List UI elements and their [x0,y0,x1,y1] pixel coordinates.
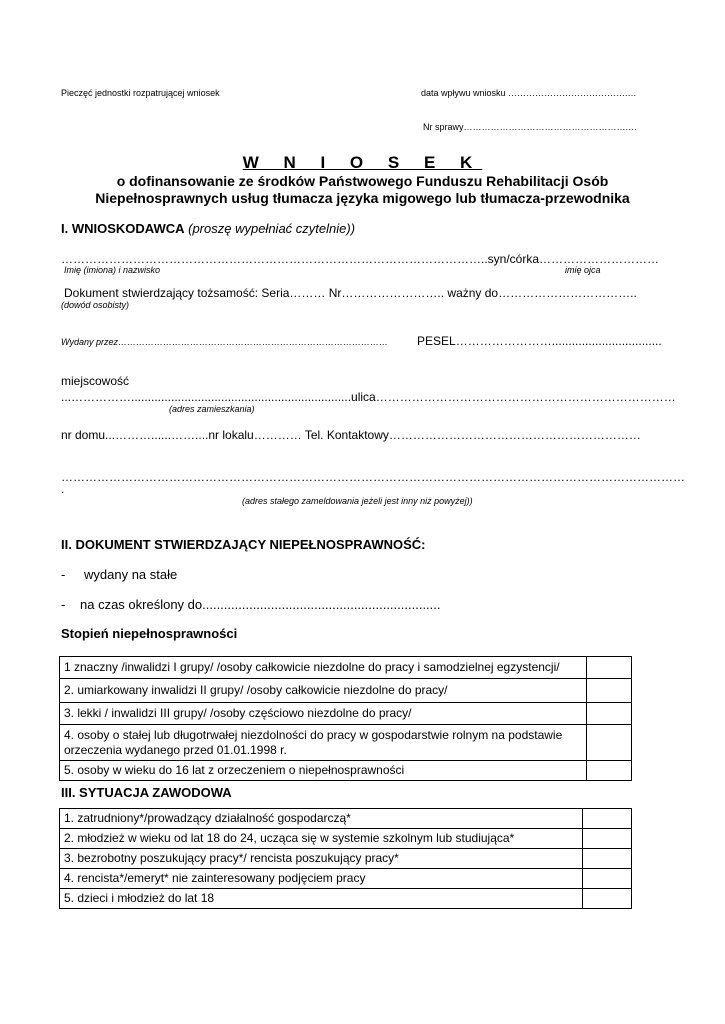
table-row [60,725,632,761]
permanent-address-dot: . [61,482,65,496]
permanent-address-field-line[interactable]: ………………………………………………………………………………………………………………………………………… [61,470,685,484]
degree-checkbox-2[interactable] [587,679,632,703]
degree-checkbox-5[interactable] [587,761,632,781]
employment-checkbox-4[interactable] [583,869,632,889]
degree-table [59,656,632,781]
street-field-line[interactable]: ...……………..................................................................ulica………………………………………………………………… [61,390,676,404]
degree-option-5: 5. osoby w wieku do 16 lat z orzeczeniem o niepełnosprawności [60,761,587,781]
permanent-address-caption: (adres stałego zameldowania jeżeli jest inny niż powyżej)) [242,496,473,506]
table-row [60,657,632,679]
pesel-field[interactable]: PESEL……………………................................. [417,334,662,348]
employment-checkbox-2[interactable] [583,829,632,849]
table-row [60,869,632,889]
section2-heading: II. DOKUMENT STWIERDZAJĄCY NIEPEŁNOSPRAWNOŚĆ: [61,537,426,552]
issued-by-field[interactable]: Wydany przez……………………………………………………………………………… [61,337,389,347]
section1-heading [61,221,355,236]
table-row [60,761,632,781]
degree-option-1: 1 znaczny /inwalidzi I grupy/ /osoby całkowicie niezdolne do pracy i samodzielnej egzystencji/ [60,657,587,679]
address-caption: (adres zamieszkania) [169,404,255,414]
section1-heading-note: (proszę wypełniać czytelnie)) [188,221,356,236]
stamp-label: Pieczęć jednostki rozpatrującej wniosek [61,88,220,98]
table-row [60,889,632,909]
employment-option-4: 4. rencista*/emeryt* nie zainteresowany podjęciem pracy [60,869,583,889]
document-title: W N I O S E K [242,153,483,172]
table-row [60,703,632,725]
option-permanent-dash: - [61,567,66,582]
employment-option-5: 5. dzieci i młodzież do lat 18 [60,889,583,909]
table-row [60,679,632,703]
degree-checkbox-1[interactable] [587,657,632,679]
table-row [60,829,632,849]
receipt-date-field[interactable]: data wpływu wniosku ………………………………….… [421,88,637,98]
id-document-caption: (dowód osobisty) [61,300,130,310]
employment-checkbox-1[interactable] [583,809,632,829]
option-temporary-dash: - [61,597,66,612]
table-row [60,809,632,829]
degree-checkbox-4[interactable] [587,725,632,761]
employment-table [59,808,632,909]
case-number-field[interactable]: Nr sprawy……………………………………………….… [423,122,638,132]
employment-option-3: 3. bezrobotny poszukujący pracy*/ rencista poszukujący pracy* [60,849,583,869]
section1-heading-text: I. WNIOSKODAWCA [61,221,185,236]
employment-checkbox-5[interactable] [583,889,632,909]
document-subtitle-line1: o dofinansowanie ze środków Państwowego Funduszu Rehabilitacji Osób [116,173,609,189]
employment-option-2: 2. młodzież w wieku od lat 18 do 24, ucząca się w systemie szkolnym lub studiująca* [60,829,583,849]
degree-heading: Stopień niepełnosprawności [61,626,238,641]
degree-option-4: 4. osoby o stałej lub długotrwałej niezdolności do pracy w gospodarstwie rolnym na podstawie orzeczenia wydanego przed 01.01.1998 r. [60,725,587,761]
father-name-caption: imię ojca [565,265,601,275]
option-permanent[interactable]: wydany na stałe [84,567,178,582]
table-row [60,849,632,869]
id-document-field-line[interactable]: Dokument stwierdzający tożsamość: Seria……… Nr…………………….. ważny do…………………………….. [64,286,637,300]
employment-checkbox-3[interactable] [583,849,632,869]
city-label: miejscowość [61,374,130,388]
section3-heading: III. SYTUACJA ZAWODOWA [61,785,232,800]
employment-option-1: 1. zatrudniony*/prowadzący działalność gospodarczą* [60,809,583,829]
name-field-line[interactable]: ……………………………………………………………………………………………..syn/córka………………………… [61,252,660,266]
document-subtitle-line2: Niepełnosprawnych usług tłumacza języka migowego lub tłumacza-przewodnika [95,190,630,206]
degree-checkbox-3[interactable] [587,703,632,725]
degree-option-2: 2. umiarkowany inwalidzi II grupy/ /osoby całkowicie niezdolne do pracy/ [60,679,587,703]
option-temporary[interactable]: na czas określony do.................................................................. [80,597,441,612]
house-phone-field-line[interactable]: nr domu...………......……....nr lokalu………… Tel. Kontaktowy……………………………………………………… [61,428,641,442]
degree-option-3: 3. lekki / inwalidzi III grupy/ /osoby częściowo niezdolne do pracy/ [60,703,587,725]
name-caption: Imię (imiona) i nazwisko [64,265,161,275]
